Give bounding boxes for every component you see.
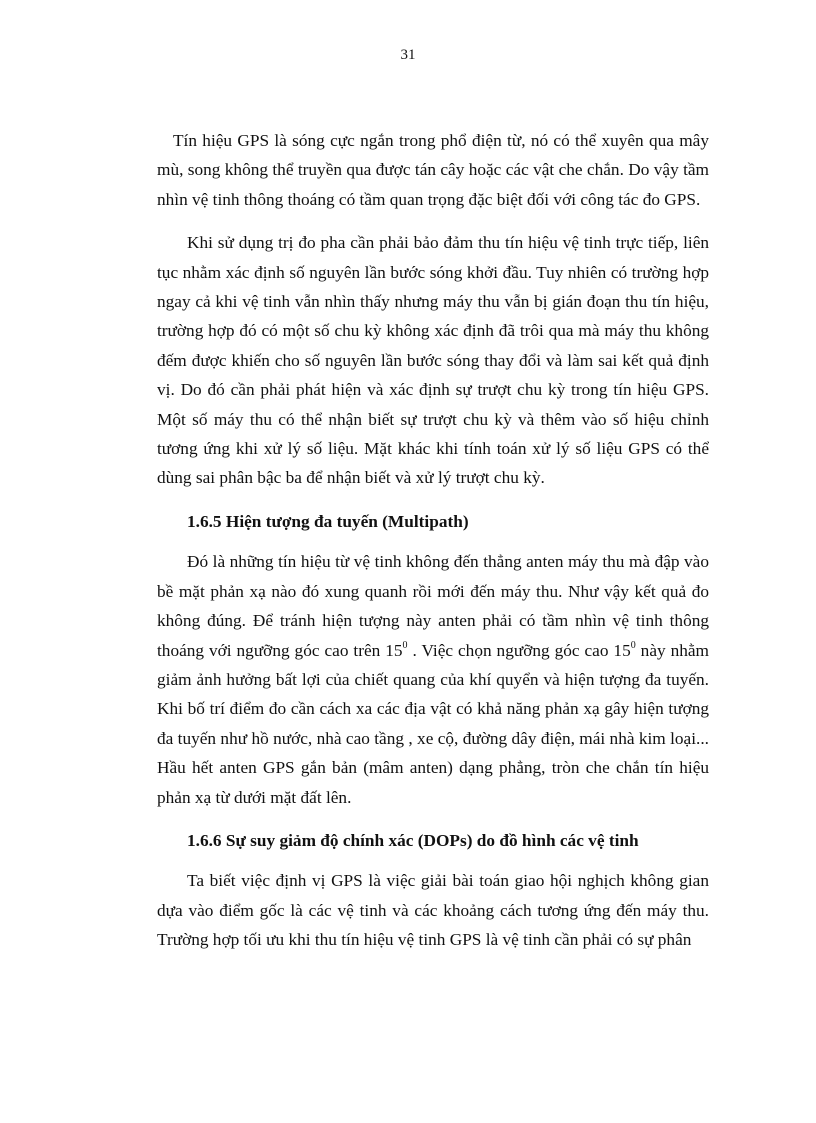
paragraph-multipath [157, 547, 709, 812]
page-number: 31 [400, 47, 416, 63]
multipath-text-a: Đó là những tín hiệu từ vệ tinh không đến thẳng anten máy thu mà đập vào bề mặt phản xạ nào đó xung quanh rồi mới đến máy thu. Như vậy kết quả đo không đúng. Để tránh hiện tượng này anten phải có tầm nhìn vệ tinh thông thoáng với ngưỡng góc cao trên 15 [157, 552, 709, 660]
document-body [157, 126, 709, 969]
degree-superscript: 0 [630, 639, 636, 651]
multipath-text-c: này nhằm giảm ảnh hưởng bất lợi của chiết quang của khí quyển và hiện tượng đa tuyến. Khi bố trí điểm đo cần cách xa các địa vật có khả năng phản xạ gây hiện tượng đa tuyến như hồ nước, nhà cao tầng , xe cộ, đường dây điện, mái nhà kim loại... Hầu hết anten GPS gắn bản (mâm anten) dạng phẳng, tròn che chắn tín hiệu phản xạ từ dưới mặt đất lên. [157, 640, 709, 807]
multipath-text-b: . Việc chọn ngưỡng góc cao 15 [407, 640, 631, 660]
degree-superscript: 0 [402, 639, 408, 651]
paragraph-gps-signal: Tín hiệu GPS là sóng cực ngắn trong phổ điện từ, nó có thể xuyên qua mây mù, song không thể truyền qua được tán cây hoặc các vật che chắn. Do vậy tầm nhìn vệ tinh thông thoáng có tầm quan trọng đặc biệt đối với công tác đo GPS. [157, 131, 709, 209]
heading-dops: 1.6.6 Sự suy giảm độ chính xác (DOPs) do đồ hình các vệ tinh [187, 830, 639, 850]
paragraph-dops: Ta biết việc định vị GPS là việc giải bài toán giao hội nghịch không gian dựa vào điểm gốc là các vệ tinh và các khoảng cách tương ứng đến máy thu. Trường hợp tối ưu khi thu tín hiệu vệ tinh GPS là vệ tinh cần phải có sự phân [157, 871, 709, 950]
heading-multipath: 1.6.5 Hiện tượng đa tuyến (Multipath) [187, 511, 469, 531]
paragraph-phase-measurement: Khi sử dụng trị đo pha cần phải bảo đảm thu tín hiệu vệ tinh trực tiếp, liên tục nhằm xác định số nguyên lần bước sóng khởi đầu. Tuy nhiên có trường hợp ngay cả khi vệ tinh vẫn nhìn thấy nhưng máy thu vẫn bị gián đoạn thu tín hiệu, trường hợp đó có một số chu kỳ không xác định đã trôi qua mà máy thu không đếm được khiến cho số nguyên lần bước sóng thay đổi và làm sai kết quả định vị. Do đó cần phải phát hiện và xác định sự trượt chu kỳ trong tín hiệu GPS. Một số máy thu có thể nhận biết sự trượt chu kỳ và thêm vào số hiệu chỉnh tương ứng khi xử lý số liệu. Mặt khác khi tính toán xử lý số liệu GPS có thể dùng sai phân bậc ba để nhận biết và xử lý trượt chu kỳ. [157, 233, 709, 488]
